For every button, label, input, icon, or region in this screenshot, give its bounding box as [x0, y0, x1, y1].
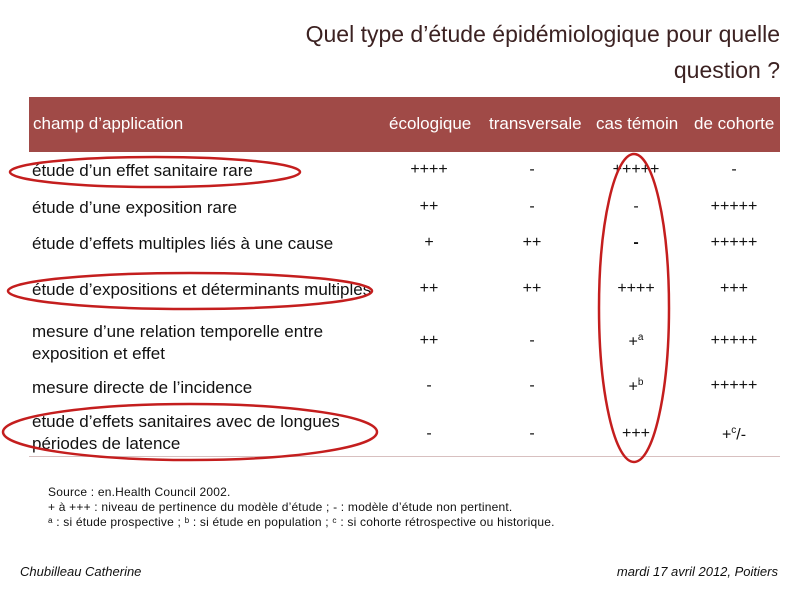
row-6-ecologique: -: [426, 377, 432, 394]
table-header: [29, 97, 780, 152]
table-bottom-rule: [29, 456, 780, 457]
row-7-ecologique: -: [426, 425, 432, 442]
row-label-6: [32, 377, 252, 399]
row-6-cas-temoin: [596, 377, 676, 396]
title-line-1: Quel type d’étude épidémiologique pour quelle: [305, 21, 780, 47]
header-cohorte: de cohorte: [694, 114, 775, 133]
row-label-4-line-1: étude d’expositions et déterminants multiples: [32, 280, 372, 299]
row-label-3: [32, 233, 333, 255]
row-6-cas-temoin-value: +: [628, 378, 638, 396]
row-3-ecologique: +: [424, 234, 434, 251]
legend-note: + à +++ : niveau de pertinence du modèle d’étude ; - : modèle d’étude non pertinent.: [48, 500, 513, 514]
row-3-cas-temoin: -: [633, 234, 639, 251]
row-6-transversale: -: [529, 377, 535, 394]
comparison-table: [29, 97, 780, 457]
row-1-transversale: -: [529, 161, 535, 178]
row-5-ecologique: ++: [419, 332, 439, 349]
row-7-cohorte-value: +: [721, 426, 732, 444]
row-2-cohorte: +++++: [710, 198, 758, 215]
row-1-cas-temoin: +++++: [612, 161, 660, 178]
header-cas-temoin: cas témoin: [596, 114, 679, 133]
date-footer: mardi 17 avril 2012, Poitiers: [616, 564, 778, 579]
row-4-cohorte: +++: [719, 280, 749, 297]
header-transversale: transversale: [489, 114, 582, 133]
row-1-ecologique: ++++: [410, 161, 448, 178]
row-7-cas-temoin: +++: [621, 425, 651, 442]
row-1-cohorte: -: [731, 161, 737, 178]
row-5-cohorte: +++++: [710, 332, 758, 349]
title-line-2: question ?: [673, 57, 780, 83]
row-7-cohorte: [694, 425, 774, 444]
row-label-5: [32, 321, 323, 365]
row-label-1: [32, 160, 253, 182]
row-7-transversale: -: [529, 425, 535, 442]
row-6-cohorte: +++++: [710, 377, 758, 394]
row-label-2-line-1: étude d’une exposition rare: [32, 198, 238, 217]
row-label-7: [32, 411, 340, 455]
row-5-sup: a: [637, 332, 644, 343]
row-label-5-line-2: exposition et effet: [32, 344, 165, 363]
author-footer: Chubilleau Catherine: [20, 564, 142, 579]
row-label-7-line-1: étude d’effets sanitaires avec de longues: [32, 412, 340, 431]
row-6-sup: b: [637, 377, 644, 388]
row-3-transversale: ++: [522, 234, 542, 251]
row-2-ecologique: ++: [419, 198, 439, 215]
row-5-transversale: -: [529, 332, 535, 349]
row-4-cas-temoin: ++++: [617, 280, 655, 297]
row-label-2: [32, 197, 237, 219]
footnote-note: ᵃ : si étude prospective ; ᵇ : si étude en population ; ᶜ : si cohorte rétrospective ou historique.: [48, 515, 555, 529]
slide-title: [120, 16, 780, 88]
row-label-4: [32, 279, 371, 301]
row-label-5-line-1: mesure d’une relation temporelle entre: [32, 322, 324, 341]
header-ecologique: écologique: [389, 114, 472, 133]
row-7-suffix: /-: [736, 426, 747, 444]
row-label-3-line-1: étude d’effets multiples liés à une cause: [32, 234, 334, 253]
row-label-6-line-1: mesure directe de l’incidence: [32, 378, 253, 397]
row-3-cohorte: +++++: [710, 234, 758, 251]
row-2-transversale: -: [529, 198, 535, 215]
row-4-transversale: ++: [522, 280, 542, 297]
row-label-1-line-1: étude d’un effet sanitaire rare: [32, 161, 253, 180]
source-note: Source : en.Health Council 2002.: [48, 485, 231, 499]
row-5-cas-temoin-value: +: [628, 333, 638, 351]
row-label-7-line-2: périodes de latence: [32, 434, 181, 453]
row-5-cas-temoin: [596, 332, 676, 351]
row-2-cas-temoin: -: [633, 198, 639, 215]
row-7-sup: c: [731, 425, 737, 436]
row-4-ecologique: ++: [419, 280, 439, 297]
header-champ: champ d’application: [33, 114, 184, 133]
